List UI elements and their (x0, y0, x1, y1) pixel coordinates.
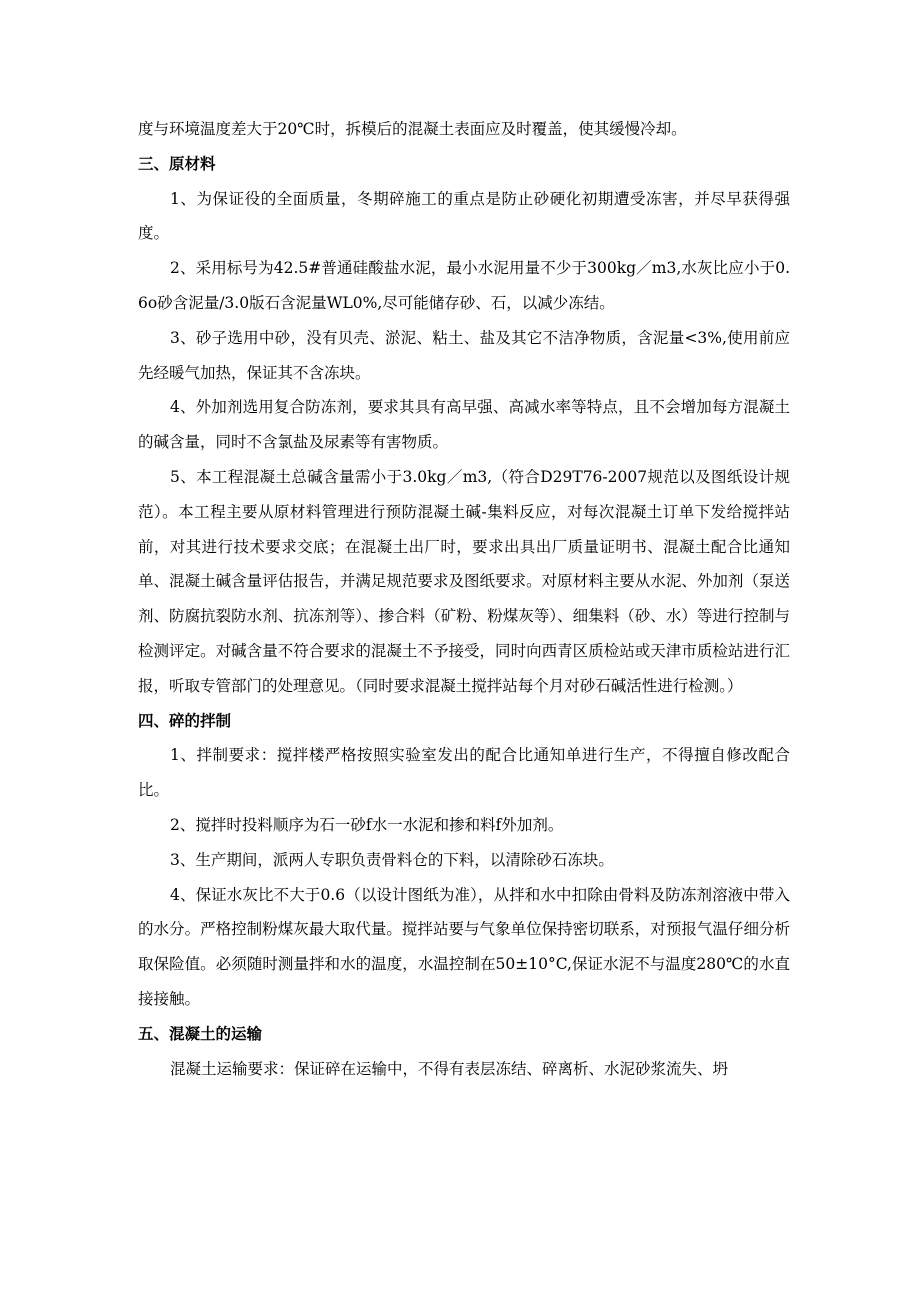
paragraph-raw-material-4: 4、外加剂选用复合防冻剂，要求其具有高早强、高减水率等特点，且不会增加每方混凝土的碱含量，同时不含氯盐及尿素等有害物质。 (138, 398, 790, 452)
heading-raw-materials: 三、原材料 (138, 154, 216, 173)
paragraph-raw-material-1: 1、为保证役的全面质量，冬期碎施工的重点是防止砂硬化初期遭受冻害，并尽早获得强度。 (138, 189, 790, 243)
paragraph-mixing-4: 4、保证水灰比不大于0.6（以设计图纸为准），从拌和水中扣除由骨料及防冻剂溶液中带入的水分。严格控制粉煤灰最大取代量。搅拌站要与气象单位保持密切联系，对预报气温仔细分析取保险值。必须随时测量拌和水的温度，水温控制在50±10°C,保证水泥不与温度280℃的水直接接触。 (138, 885, 790, 1008)
paragraph-raw-material-5: 5、本工程混凝土总碱含量需小于3.0kg／m3,（符合D29T76-2007规范以及图纸设计规范）。本工程主要从原材料管理进行预防混凝土碱-集料反应，对每次混凝土订单下发给搅拌站前，对其进行技术要求交底；在混凝土出厂时，要求出具出厂质量证明书、混凝土配合比通知单、混凝土碱含量评估报告，并满足规范要求及图纸要求。对原材料主要从水泥、外加剂（泵送剂、防腐抗裂防水剂、抗冻剂等）、掺合料（矿粉、粉煤灰等）、细集料（砂、水）等进行控制与检测评定。对碱含量不符合要求的混凝土不予接受，同时向西青区质检站或天津市质检站进行汇报，听取专管部门的处理意见。（同时要求混凝土搅拌站每个月对砂石碱活性进行检测。） (138, 467, 790, 695)
paragraph-transport-1: 混凝土运输要求：保证碎在运输中，不得有表层冻结、碎离析、水泥砂浆流失、坍 (170, 1059, 729, 1078)
heading-mixing: 四、碎的拌制 (138, 711, 232, 730)
paragraph-mixing-2: 2、搅拌时投料顺序为石一砂f水一水泥和掺和料f外加剂。 (170, 815, 564, 834)
paragraph-raw-material-2: 2、采用标号为42.5#普通硅酸盐水泥，最小水泥用量不少于300kg／m3,水灰比应小于0.6o砂含泥量/3.0版石含泥量WL0%,尽可能储存砂、石，以减少冻结。 (138, 259, 790, 312)
paragraph-raw-material-3: 3、砂子选用中砂，没有贝壳、淤泥、粘土、盐及其它不洁净物质，含泥量<3%,使用前应先经暖气加热，保证其不含冻块。 (138, 328, 790, 382)
heading-transport: 五、混凝土的运输 (138, 1024, 263, 1043)
document-body (138, 112, 790, 1086)
paragraph-mixing-1: 1、拌制要求：搅拌楼严格按照实验室发出的配合比通知单进行生产，不得擅自修改配合比。 (138, 746, 790, 800)
paragraph-mixing-3: 3、生产期间，派两人专职负责骨料仓的下料，以清除砂石冻块。 (170, 850, 614, 869)
paragraph-cooling-continuation: 度与环境温度差大于20℃时，拆模后的混凝土表面应及时覆盖，使其缓慢冷却。 (138, 120, 687, 138)
